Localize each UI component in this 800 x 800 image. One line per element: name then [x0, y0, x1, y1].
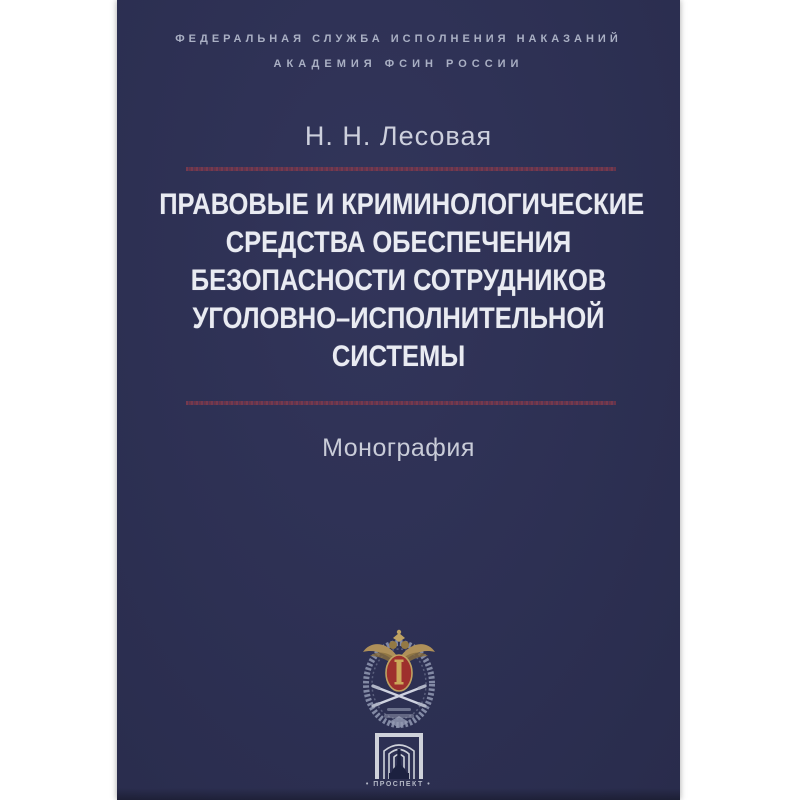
- institution-line-1: ФЕДЕРАЛЬНАЯ СЛУЖБА ИСПОЛНЕНИЯ НАКАЗАНИЙ: [175, 33, 622, 45]
- title-line: БЕЗОПАСНОСТИ СОТРУДНИКОВ: [190, 264, 607, 297]
- fsin-academy-crest-icon: [349, 616, 449, 736]
- publisher-name: • ПРОСПЕКТ •: [365, 781, 432, 788]
- title-line: ПРАВОВЫЕ И КРИМИНОЛОГИЧЕСКИЕ: [159, 188, 645, 221]
- red-divider-bottom: [186, 401, 616, 405]
- subtitle-monograph: Монография: [322, 434, 475, 462]
- author-name: Н. Н. Лесовая: [304, 121, 493, 151]
- title-line: СРЕДСТВА ОБЕСПЕЧЕНИЯ: [225, 226, 572, 259]
- red-divider-top: [186, 167, 616, 171]
- book-cover: [117, 0, 680, 800]
- title-line: УГОЛОВНО–ИСПОЛНИТЕЛЬНОЙ: [192, 302, 605, 335]
- prospekt-gate-logo-icon: [375, 733, 423, 779]
- institution-line-2: АКАДЕМИЯ ФСИН РОССИИ: [273, 58, 524, 70]
- book-title: [117, 186, 680, 376]
- title-line: СИСТЕМЫ: [331, 340, 466, 373]
